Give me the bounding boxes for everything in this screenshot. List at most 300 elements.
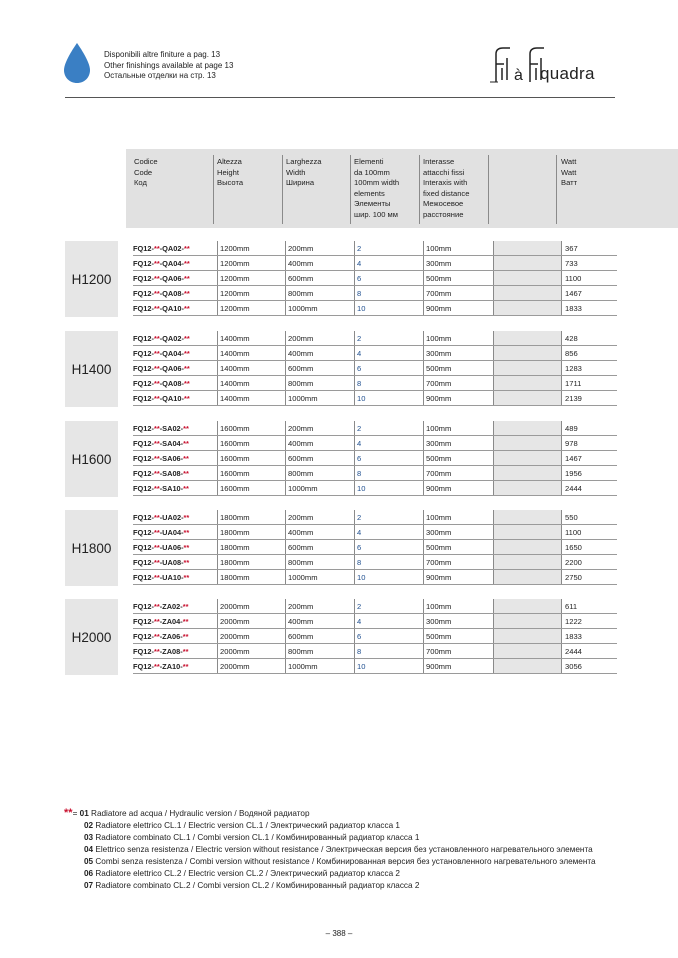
product-code: FQ12-**-QA08-** [133, 289, 190, 298]
cell-divider [493, 346, 494, 361]
elements-value: 6 [357, 274, 362, 283]
cell-divider [423, 331, 424, 346]
watt-value: 1100 [565, 274, 582, 283]
cell-divider [354, 614, 355, 629]
table-row [65, 644, 617, 659]
cell-divider [423, 421, 424, 436]
cell-divider [285, 510, 286, 525]
cell-divider [423, 599, 424, 614]
page-number: – 388 – [325, 929, 353, 938]
width-value: 600mm [288, 364, 314, 373]
interaxis-value: 700mm [426, 558, 452, 567]
interaxis-value: 500mm [426, 274, 452, 283]
cell-divider [561, 241, 562, 256]
height-value: 1600mm [220, 424, 250, 433]
product-code: FQ12-**-ZA04-** [133, 617, 189, 626]
cell-divider [493, 286, 494, 301]
cell-divider [217, 436, 218, 451]
cell-divider [561, 570, 562, 585]
footnote-row: 02 Radiatore elettrico CL.1 / Electric version CL.1 / Электрический радиатор класса 1 [84, 821, 400, 830]
cell-divider [561, 391, 562, 406]
cell-divider [354, 510, 355, 525]
interaxis-value: 900mm [426, 304, 452, 313]
product-code: FQ12-**-ZA08-** [133, 647, 189, 656]
empty-cell [493, 376, 561, 390]
group-label: H1200 [65, 241, 118, 317]
cell-divider [285, 241, 286, 256]
cell-divider [493, 256, 494, 271]
cell-divider [354, 436, 355, 451]
elements-value: 4 [357, 349, 362, 358]
cell-divider [561, 629, 562, 644]
col-code-header: Codice Code Код [134, 157, 158, 188]
cell-divider [423, 391, 424, 406]
cell-divider [285, 570, 286, 585]
cell-divider [354, 525, 355, 540]
header-divider [65, 97, 615, 98]
empty-cell [493, 451, 561, 465]
elements-value: 10 [357, 484, 366, 493]
cell-divider [354, 391, 355, 406]
cell-divider [561, 599, 562, 614]
elements-value: 8 [357, 558, 362, 567]
cell-divider [285, 481, 286, 496]
product-code: FQ12-**-QA02-** [133, 244, 190, 253]
table-row [65, 361, 617, 376]
cell-divider [423, 376, 424, 391]
cell-divider [285, 346, 286, 361]
empty-cell [493, 256, 561, 270]
elements-value: 6 [357, 364, 362, 373]
row-divider [133, 584, 617, 585]
cell-divider [217, 570, 218, 585]
cell-divider [423, 614, 424, 629]
watt-value: 978 [565, 439, 578, 448]
cell-divider [217, 286, 218, 301]
cell-divider [285, 466, 286, 481]
cell-divider [285, 331, 286, 346]
product-code: FQ12-**-SA02-** [133, 424, 189, 433]
height-value: 1200mm [220, 259, 250, 268]
watt-value: 2444 [565, 647, 582, 656]
width-value: 1000mm [288, 484, 318, 493]
cell-divider [285, 391, 286, 406]
cell-divider [285, 659, 286, 674]
width-value: 200mm [288, 334, 314, 343]
cell-divider [423, 570, 424, 585]
cell-divider [561, 466, 562, 481]
cell-divider [561, 346, 562, 361]
table-row [65, 301, 617, 316]
watt-value: 2139 [565, 394, 582, 403]
cell-divider [285, 436, 286, 451]
cell-divider [217, 510, 218, 525]
watt-value: 3056 [565, 662, 582, 671]
height-value: 1400mm [220, 334, 250, 343]
product-code: FQ12-**-SA10-** [133, 484, 189, 493]
cell-divider [354, 421, 355, 436]
interaxis-value: 300mm [426, 439, 452, 448]
cell-divider [354, 629, 355, 644]
cell-divider [423, 466, 424, 481]
width-value: 400mm [288, 259, 314, 268]
cell-divider [561, 525, 562, 540]
elements-value: 2 [357, 513, 362, 522]
empty-cell [493, 436, 561, 450]
cell-divider [423, 629, 424, 644]
empty-cell [493, 391, 561, 405]
cell-divider [285, 376, 286, 391]
width-value: 200mm [288, 602, 314, 611]
product-code: FQ12-**-ZA06-** [133, 632, 189, 641]
cell-divider [561, 614, 562, 629]
finishings-note-ru: Остальные отделки на стр. 13 [104, 71, 216, 80]
table-row [65, 570, 617, 585]
table-row [65, 256, 617, 271]
height-value: 1600mm [220, 484, 250, 493]
elements-value: 2 [357, 602, 362, 611]
cell-divider [217, 644, 218, 659]
table-row [65, 436, 617, 451]
table-row [65, 286, 617, 301]
cell-divider [423, 481, 424, 496]
footnote-row: 04 Elettrico senza resistenza / Electric version without resistance / Электрическая версия без установленного нагревательного элемента [84, 845, 593, 854]
cell-divider [423, 271, 424, 286]
cell-divider [217, 271, 218, 286]
interaxis-value: 500mm [426, 632, 452, 641]
cell-divider [217, 391, 218, 406]
elements-value: 10 [357, 304, 366, 313]
watt-value: 550 [565, 513, 578, 522]
cell-divider [285, 540, 286, 555]
footnote-equals: = [72, 809, 78, 818]
cell-divider [285, 301, 286, 316]
table-row [65, 614, 617, 629]
cell-divider [561, 555, 562, 570]
watt-value: 2200 [565, 558, 582, 567]
cell-divider [217, 466, 218, 481]
watt-value: 1711 [565, 379, 582, 388]
watt-value: 367 [565, 244, 578, 253]
empty-cell [493, 555, 561, 569]
elements-value: 6 [357, 454, 362, 463]
table-row [65, 331, 617, 346]
row-divider [133, 673, 617, 674]
cell-divider [561, 421, 562, 436]
cell-divider [423, 525, 424, 540]
column-separator [488, 155, 489, 224]
table-row [65, 241, 617, 256]
watt-value: 1283 [565, 364, 582, 373]
table-row [65, 421, 617, 436]
height-value: 1200mm [220, 289, 250, 298]
product-code: FQ12-**-QA04-** [133, 259, 190, 268]
cell-divider [423, 436, 424, 451]
elements-value: 2 [357, 244, 362, 253]
cell-divider [285, 525, 286, 540]
cell-divider [217, 540, 218, 555]
empty-cell [493, 659, 561, 673]
cell-divider [217, 659, 218, 674]
cell-divider [493, 525, 494, 540]
cell-divider [561, 481, 562, 496]
table-row [65, 391, 617, 406]
cell-divider [423, 256, 424, 271]
empty-cell [493, 481, 561, 495]
product-code: FQ12-**-QA06-** [133, 274, 190, 283]
width-value: 400mm [288, 617, 314, 626]
product-code: FQ12-**-QA04-** [133, 349, 190, 358]
width-value: 400mm [288, 528, 314, 537]
watt-value: 1100 [565, 528, 582, 537]
footnote-row: 07 Radiatore combinato CL.2 / Combi version CL.2 / Комбинированный радиатор класса 2 [84, 881, 420, 890]
finishings-note-en: Other finishings available at page 13 [104, 60, 234, 70]
interaxis-value: 700mm [426, 469, 452, 478]
cell-divider [217, 301, 218, 316]
cell-divider [561, 286, 562, 301]
empty-cell [493, 466, 561, 480]
cell-divider [354, 346, 355, 361]
svg-text:à: à [514, 67, 523, 84]
elements-value: 4 [357, 439, 362, 448]
interaxis-value: 300mm [426, 259, 452, 268]
finishings-note-it: Disponibili altre finiture a pag. 13 [104, 50, 221, 59]
width-value: 600mm [288, 543, 314, 552]
interaxis-value: 500mm [426, 543, 452, 552]
product-code: FQ12-**-UA08-** [133, 558, 190, 567]
height-value: 2000mm [220, 617, 250, 626]
brand-name: quadra [540, 64, 595, 83]
cell-divider [561, 451, 562, 466]
cell-divider [217, 256, 218, 271]
column-header-band [126, 149, 678, 228]
table-row [65, 555, 617, 570]
cell-divider [217, 241, 218, 256]
width-value: 600mm [288, 454, 314, 463]
col-elements-header: Elementi da 100mm 100mm width elements Элементы шир. 100 мм [354, 157, 400, 219]
cell-divider [354, 555, 355, 570]
elements-value: 2 [357, 424, 362, 433]
product-code: FQ12-**-SA04-** [133, 439, 189, 448]
empty-cell [493, 421, 561, 435]
height-value: 1800mm [220, 513, 250, 522]
cell-divider [493, 331, 494, 346]
width-value: 800mm [288, 289, 314, 298]
interaxis-value: 300mm [426, 349, 452, 358]
row-divider [133, 495, 617, 496]
cell-divider [285, 555, 286, 570]
cell-divider [561, 376, 562, 391]
product-code: FQ12-**-ZA02-** [133, 602, 189, 611]
interaxis-value: 700mm [426, 289, 452, 298]
cell-divider [285, 629, 286, 644]
elements-value: 8 [357, 379, 362, 388]
cell-divider [285, 644, 286, 659]
product-code: FQ12-**-QA06-** [133, 364, 190, 373]
product-code: FQ12-**-QA10-** [133, 304, 190, 313]
watt-value: 2444 [565, 484, 582, 493]
height-value: 2000mm [220, 632, 250, 641]
height-value: 1400mm [220, 394, 250, 403]
elements-value: 10 [357, 573, 366, 582]
height-value: 1800mm [220, 528, 250, 537]
row-divider [133, 405, 617, 406]
width-value: 200mm [288, 244, 314, 253]
cell-divider [354, 451, 355, 466]
column-separator [282, 155, 283, 224]
product-code: FQ12-**-QA02-** [133, 334, 190, 343]
width-value: 400mm [288, 349, 314, 358]
cell-divider [493, 361, 494, 376]
interaxis-value: 300mm [426, 617, 452, 626]
elements-value: 8 [357, 647, 362, 656]
col-height-header: Altezza Height Высота [217, 157, 244, 188]
height-value: 1600mm [220, 454, 250, 463]
product-code: FQ12-**-UA06-** [133, 543, 190, 552]
width-value: 400mm [288, 439, 314, 448]
interaxis-value: 100mm [426, 513, 452, 522]
cell-divider [561, 540, 562, 555]
cell-divider [217, 614, 218, 629]
finishings-note [104, 50, 233, 82]
cell-divider [217, 361, 218, 376]
empty-cell [493, 331, 561, 345]
cell-divider [217, 376, 218, 391]
height-value: 1600mm [220, 469, 250, 478]
empty-cell [493, 346, 561, 360]
cell-divider [423, 346, 424, 361]
col-watt-header: Watt Watt Ватт [561, 157, 578, 188]
cell-divider [285, 421, 286, 436]
cell-divider [561, 659, 562, 674]
cell-divider [423, 644, 424, 659]
cell-divider [493, 570, 494, 585]
group-label: H1600 [65, 421, 118, 497]
footnotes [64, 807, 596, 892]
cell-divider [561, 644, 562, 659]
watt-value: 1467 [565, 289, 582, 298]
cell-divider [354, 331, 355, 346]
group-label: H1800 [65, 510, 118, 586]
interaxis-value: 100mm [426, 244, 452, 253]
product-code: FQ12-**-QA08-** [133, 379, 190, 388]
interaxis-value: 300mm [426, 528, 452, 537]
table-row [65, 599, 617, 614]
width-value: 1000mm [288, 304, 318, 313]
width-value: 600mm [288, 274, 314, 283]
cell-divider [561, 331, 562, 346]
width-value: 600mm [288, 632, 314, 641]
watt-value: 1833 [565, 304, 582, 313]
interaxis-value: 700mm [426, 379, 452, 388]
cell-divider [423, 301, 424, 316]
table-row [65, 346, 617, 361]
empty-cell [493, 599, 561, 613]
cell-divider [285, 599, 286, 614]
cell-divider [493, 644, 494, 659]
cell-divider [354, 376, 355, 391]
height-value: 1200mm [220, 304, 250, 313]
width-value: 1000mm [288, 573, 318, 582]
table-row [65, 629, 617, 644]
footnote-row: 03 Radiatore combinato CL.1 / Combi version CL.1 / Комбинированный радиатор класса 1 [84, 833, 420, 842]
cell-divider [354, 599, 355, 614]
interaxis-value: 500mm [426, 364, 452, 373]
interaxis-value: 500mm [426, 454, 452, 463]
elements-value: 10 [357, 394, 366, 403]
cell-divider [423, 241, 424, 256]
cell-divider [217, 525, 218, 540]
cell-divider [493, 540, 494, 555]
product-code: FQ12-**-UA10-** [133, 573, 190, 582]
cell-divider [217, 629, 218, 644]
footnote-stars: ** [64, 807, 73, 819]
height-value: 2000mm [220, 662, 250, 671]
interaxis-value: 700mm [426, 647, 452, 656]
cell-divider [493, 659, 494, 674]
cell-divider [493, 301, 494, 316]
cell-divider [423, 286, 424, 301]
height-value: 1800mm [220, 558, 250, 567]
cell-divider [354, 570, 355, 585]
table-row [65, 271, 617, 286]
empty-cell [493, 286, 561, 300]
interaxis-value: 100mm [426, 424, 452, 433]
table-row [65, 510, 617, 525]
empty-cell [493, 271, 561, 285]
cell-divider [561, 256, 562, 271]
watt-value: 1833 [565, 632, 582, 641]
table-row [65, 540, 617, 555]
empty-cell [493, 540, 561, 554]
cell-divider [561, 271, 562, 286]
elements-value: 4 [357, 617, 362, 626]
width-value: 200mm [288, 513, 314, 522]
cell-divider [493, 241, 494, 256]
interaxis-value: 100mm [426, 334, 452, 343]
cell-divider [354, 241, 355, 256]
cell-divider [217, 451, 218, 466]
cell-divider [354, 481, 355, 496]
interaxis-value: 100mm [426, 602, 452, 611]
column-separator [556, 155, 557, 224]
empty-cell [493, 301, 561, 315]
cell-divider [354, 286, 355, 301]
cell-divider [285, 614, 286, 629]
watt-value: 1956 [565, 469, 582, 478]
cell-divider [354, 659, 355, 674]
elements-value: 10 [357, 662, 366, 671]
interaxis-value: 900mm [426, 394, 452, 403]
watt-value: 611 [565, 602, 578, 611]
watt-value: 856 [565, 349, 578, 358]
cell-divider [423, 540, 424, 555]
elements-value: 4 [357, 528, 362, 537]
width-value: 200mm [288, 424, 314, 433]
width-value: 800mm [288, 647, 314, 656]
empty-cell [493, 525, 561, 539]
footnote-row: 05 Combi senza resistenza / Combi version without resistance / Комбинированная версия без установленного нагревательного элемента [84, 857, 596, 866]
cell-divider [423, 510, 424, 525]
cell-divider [423, 555, 424, 570]
empty-cell [493, 570, 561, 584]
height-value: 1200mm [220, 244, 250, 253]
group-label: H1400 [65, 331, 118, 407]
cell-divider [493, 510, 494, 525]
watt-value: 1222 [565, 617, 582, 626]
cell-divider [354, 301, 355, 316]
empty-cell [493, 361, 561, 375]
